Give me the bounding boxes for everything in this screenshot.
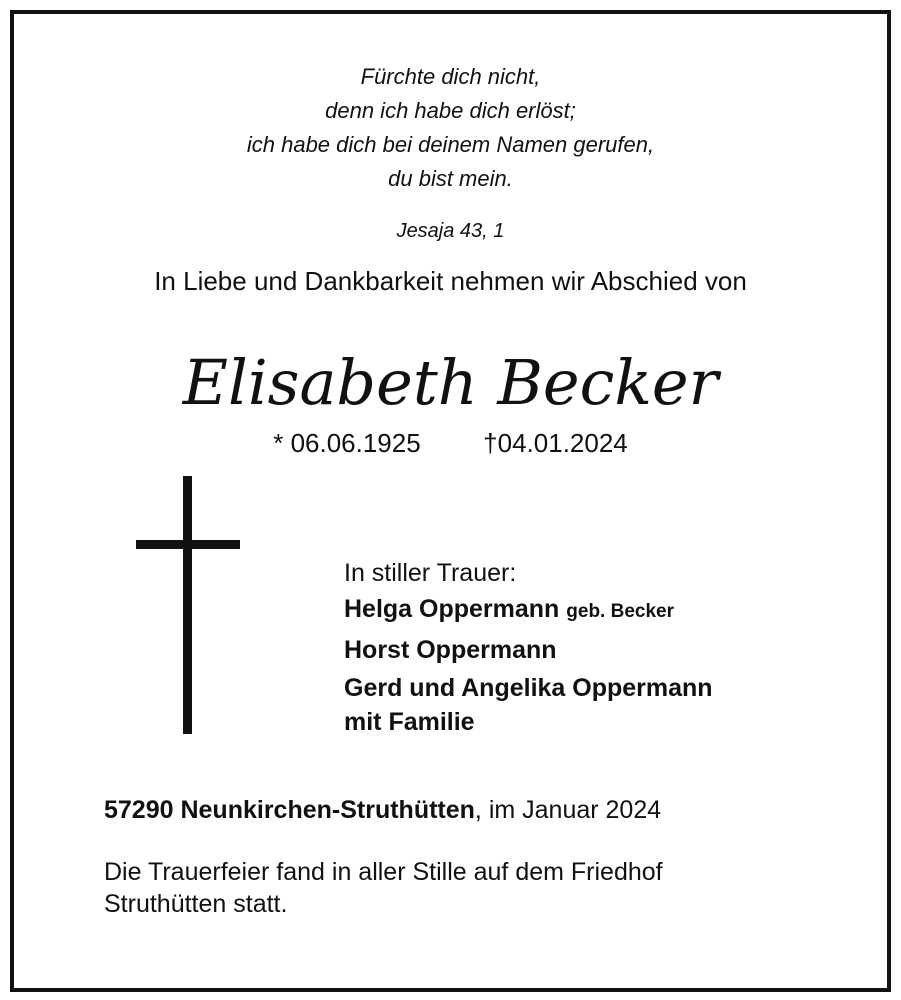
verse-reference: Jesaja 43, 1 xyxy=(396,220,505,242)
birth-star-icon: * xyxy=(273,428,284,458)
bible-verse xyxy=(0,60,901,196)
mourner-name: Gerd und Angelika Oppermann xyxy=(344,674,713,702)
place-location: 57290 Neunkirchen-Struthütten xyxy=(104,796,475,824)
death-date: 04.01.2024 xyxy=(497,428,628,458)
verse-line: du bist mein. xyxy=(388,166,513,191)
funeral-notice xyxy=(104,856,824,920)
mourner-full-name: Helga Oppermann xyxy=(344,595,560,623)
mourner-name: Horst Oppermann xyxy=(344,636,557,664)
verse-line: ich habe dich bei deinem Namen gerufen, xyxy=(246,132,655,157)
mourner-name xyxy=(344,592,713,629)
mourner-maiden-name: geb. Becker xyxy=(566,601,675,622)
verse-line: Fürchte dich nicht, xyxy=(360,64,541,89)
deceased-name: Elisabeth Becker xyxy=(182,346,719,419)
place-and-date xyxy=(104,796,661,825)
death-cross-icon: † xyxy=(483,428,498,458)
notice-line: Struthütten statt. xyxy=(104,890,288,918)
place-date: , im Januar 2024 xyxy=(474,796,662,824)
intro-text: In Liebe und Dankbarkeit nehmen wir Abschied von xyxy=(154,266,747,296)
verse-line: denn ich habe dich erlöst; xyxy=(325,98,576,123)
birth-date: 06.06.1925 xyxy=(290,428,421,458)
mourners-block xyxy=(344,556,713,743)
cross-icon xyxy=(136,476,240,738)
mourners-label: In stiller Trauer: xyxy=(344,559,517,587)
life-dates xyxy=(0,428,901,459)
mourner-name: mit Familie xyxy=(344,708,475,736)
notice-line: Die Trauerfeier fand in aller Stille auf dem Friedhof xyxy=(104,858,663,886)
